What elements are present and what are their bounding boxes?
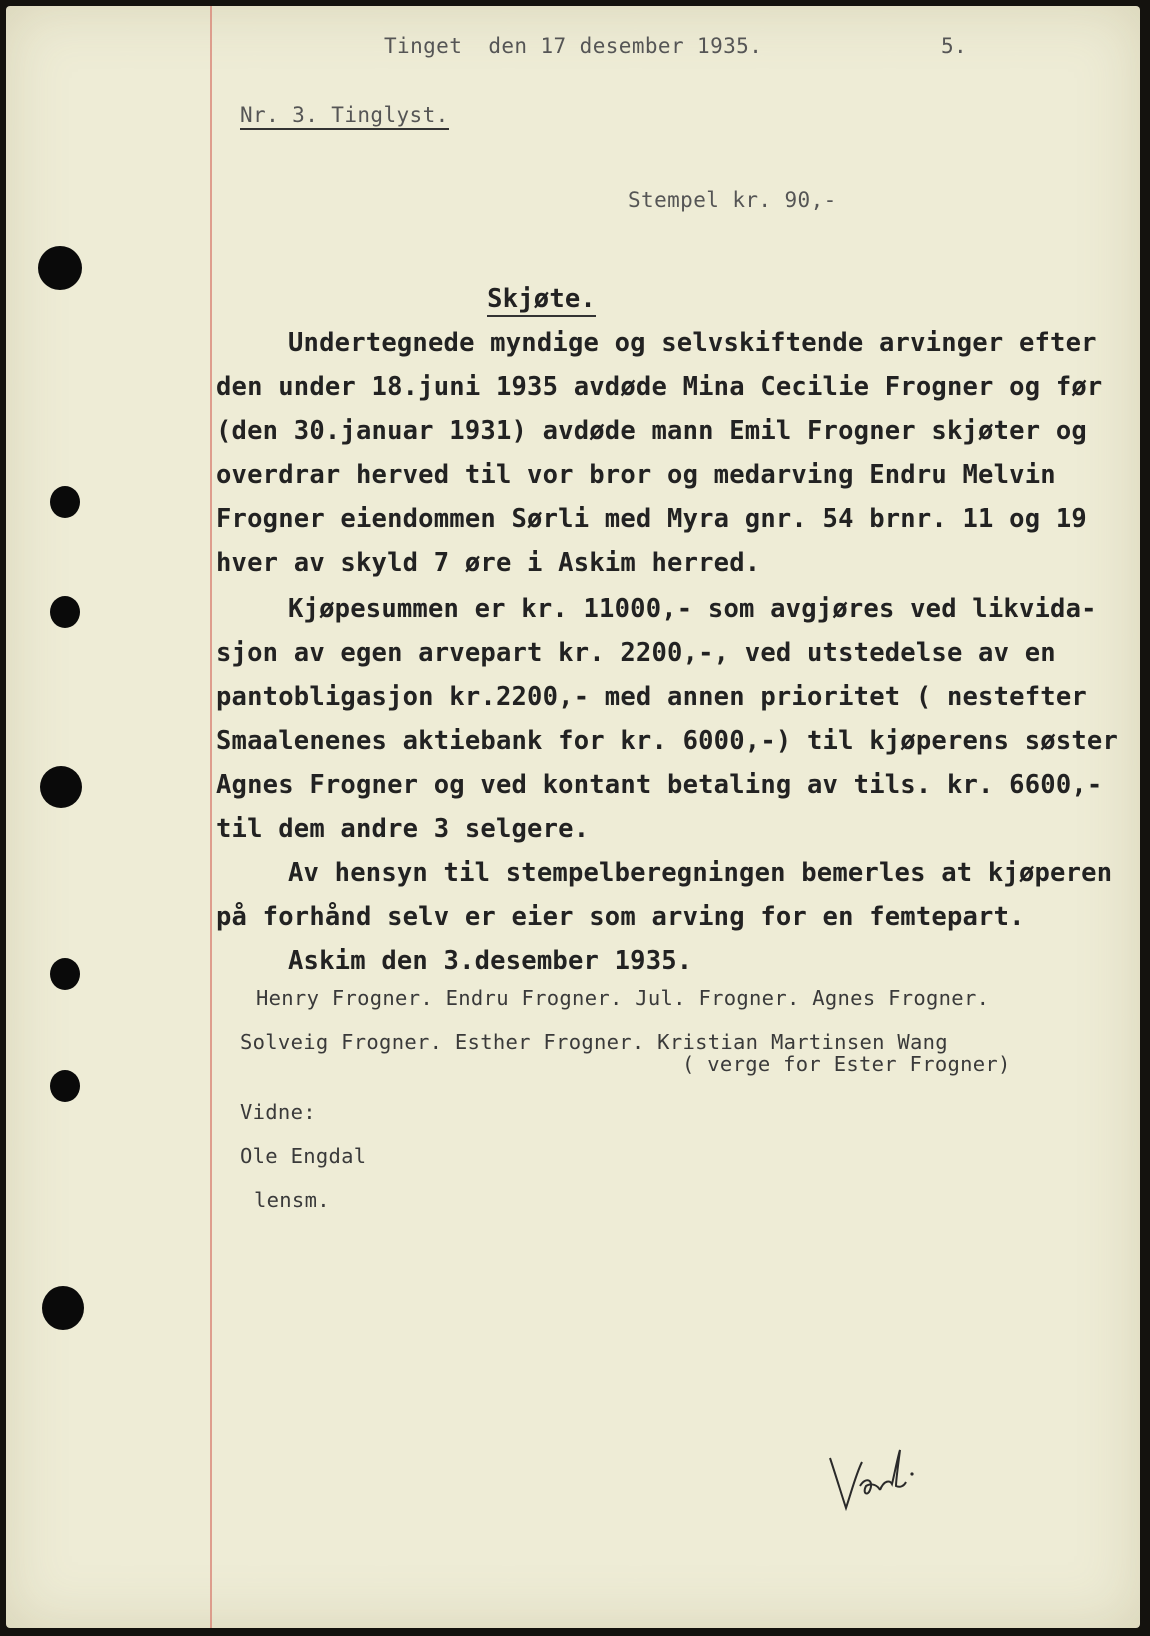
paragraph-1-line-2: den under 18.juni 1935 avdøde Mina Cecilie Frogner og før xyxy=(216,372,1103,402)
binder-hole-2 xyxy=(50,486,80,518)
binder-hole-4 xyxy=(40,766,82,808)
signatures-line-3: ( verge for Ester Frogner) xyxy=(682,1052,1011,1076)
entry-number-text: Nr. 3. Tinglyst. xyxy=(240,103,449,130)
paragraph-2-line-1: Kjøpesummen er kr. 11000,- som avgjøres ved likvida- xyxy=(288,594,1097,624)
binder-hole-5 xyxy=(50,958,80,990)
page-number: 5. xyxy=(941,34,968,58)
paragraph-1-line-5: Frogner eiendommen Sørli med Myra gnr. 54 brnr. 11 og 19 xyxy=(216,504,1087,534)
signatures-line-1: Henry Frogner. Endru Frogner. Jul. Frogner. Agnes Frogner. xyxy=(256,986,990,1010)
entry-number xyxy=(240,103,449,127)
binder-hole-1 xyxy=(38,246,82,290)
binder-hole-7 xyxy=(42,1286,84,1330)
paragraph-3-line-1: Av hensyn til stempelberegningen bemerles at kjøperen xyxy=(288,858,1113,888)
paragraph-2-line-3: pantobligasjon kr.2200,- med annen prioritet ( nestefter xyxy=(216,682,1087,712)
paragraph-2-line-5: Agnes Frogner og ved kontant betaling av tils. kr. 6600,- xyxy=(216,770,1103,800)
handwritten-initials-mark xyxy=(826,1446,926,1526)
header-title: Tinget den 17 desember 1935. xyxy=(384,34,763,58)
paragraph-2-line-4: Smaalenenes aktiebank for kr. 6000,-) til kjøperens søster xyxy=(216,726,1119,756)
document-page xyxy=(6,6,1140,1628)
binder-hole-3 xyxy=(50,596,80,628)
paragraph-2-line-2: sjon av egen arvepart kr. 2200,-, ved utstedelse av en xyxy=(216,638,1056,668)
paragraph-1-line-1: Undertegnede myndige og selvskiftende arvinger efter xyxy=(288,328,1097,358)
paragraph-3-line-2: på forhånd selv er eier som arving for en femtepart. xyxy=(216,902,1025,932)
place-and-date: Askim den 3.desember 1935. xyxy=(288,946,693,976)
witness-label: Vidne: xyxy=(240,1100,316,1124)
stamp-duty: Stempel kr. 90,- xyxy=(628,188,837,212)
witness-name: Ole Engdal xyxy=(240,1144,367,1168)
signatures-line-2: Solveig Frogner. Esther Frogner. Kristian Martinsen Wang xyxy=(240,1030,948,1054)
binder-hole-6 xyxy=(50,1070,80,1102)
paragraph-1-line-4: overdrar herved til vor bror og medarving Endru Melvin xyxy=(216,460,1056,490)
paragraph-1-line-6: hver av skyld 7 øre i Askim herred. xyxy=(216,548,761,578)
paragraph-1-line-3: (den 30.januar 1931) avdøde mann Emil Frogner skjøter og xyxy=(216,416,1087,446)
deed-title-text: Skjøte. xyxy=(487,284,596,317)
deed-title xyxy=(456,284,612,314)
witness-title: lensm. xyxy=(254,1188,330,1212)
margin-line xyxy=(210,6,212,1628)
paragraph-2-line-6: til dem andre 3 selgere. xyxy=(216,814,590,844)
